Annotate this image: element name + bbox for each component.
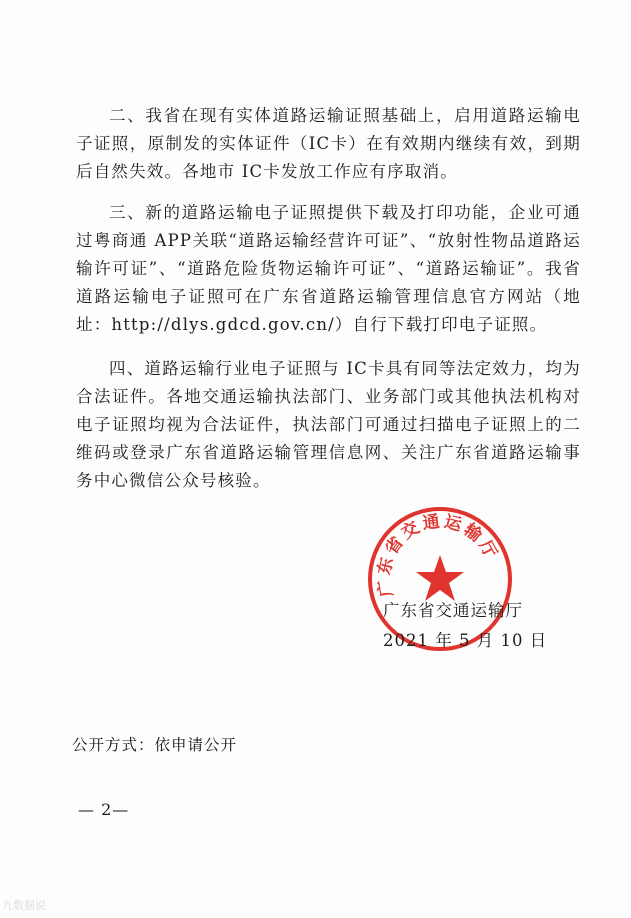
paragraph-2: 二、我省在现有实体道路运输证照基础上，启用道路运输电子证照，原制发的实体证件（IC卡）在有效期内继续有效，到期后自然失效。各地市 IC卡发放工作应有序取消。 [76,106,581,181]
watermark: 九数据说 [2,899,46,912]
paragraph-3: 三、新的道路运输电子证照提供下载及打印功能，企业可通过粤商通 APP关联“道路运输经营许可证”、“放射性物品道路运输许可证”、“道路危险货物运输许可证”、“道路运输证”。我省道路运输电子证照可在广东省道路运输管理信息官方网站（地址：http://dlys.gdcd.gov.cn/）自行下载打印电子证照。 [76,203,581,334]
seal-text: 广东省交通运输厅 [374,511,502,599]
paragraph-4: 四、道路运输行业电子证照与 IC卡具有同等法定效力，均为合法证件。各地交通运输执法部门、业务部门或其他执法机构对电子证照均视为合法证件，执法部门可通过扫描电子证照上的二维码或登录广东省道路运输管理信息网、关注广东省道路运输事务中心微信公众号核验。 [76,359,581,490]
page-number: — 2— [78,800,130,819]
issue-date: 2021 年 5 月 10 日 [383,631,548,650]
issuer-name: 广东省交通运输厅 [383,601,523,620]
disclosure-method: 公开方式：依申请公开 [72,736,238,754]
seal-star-icon [416,555,464,601]
